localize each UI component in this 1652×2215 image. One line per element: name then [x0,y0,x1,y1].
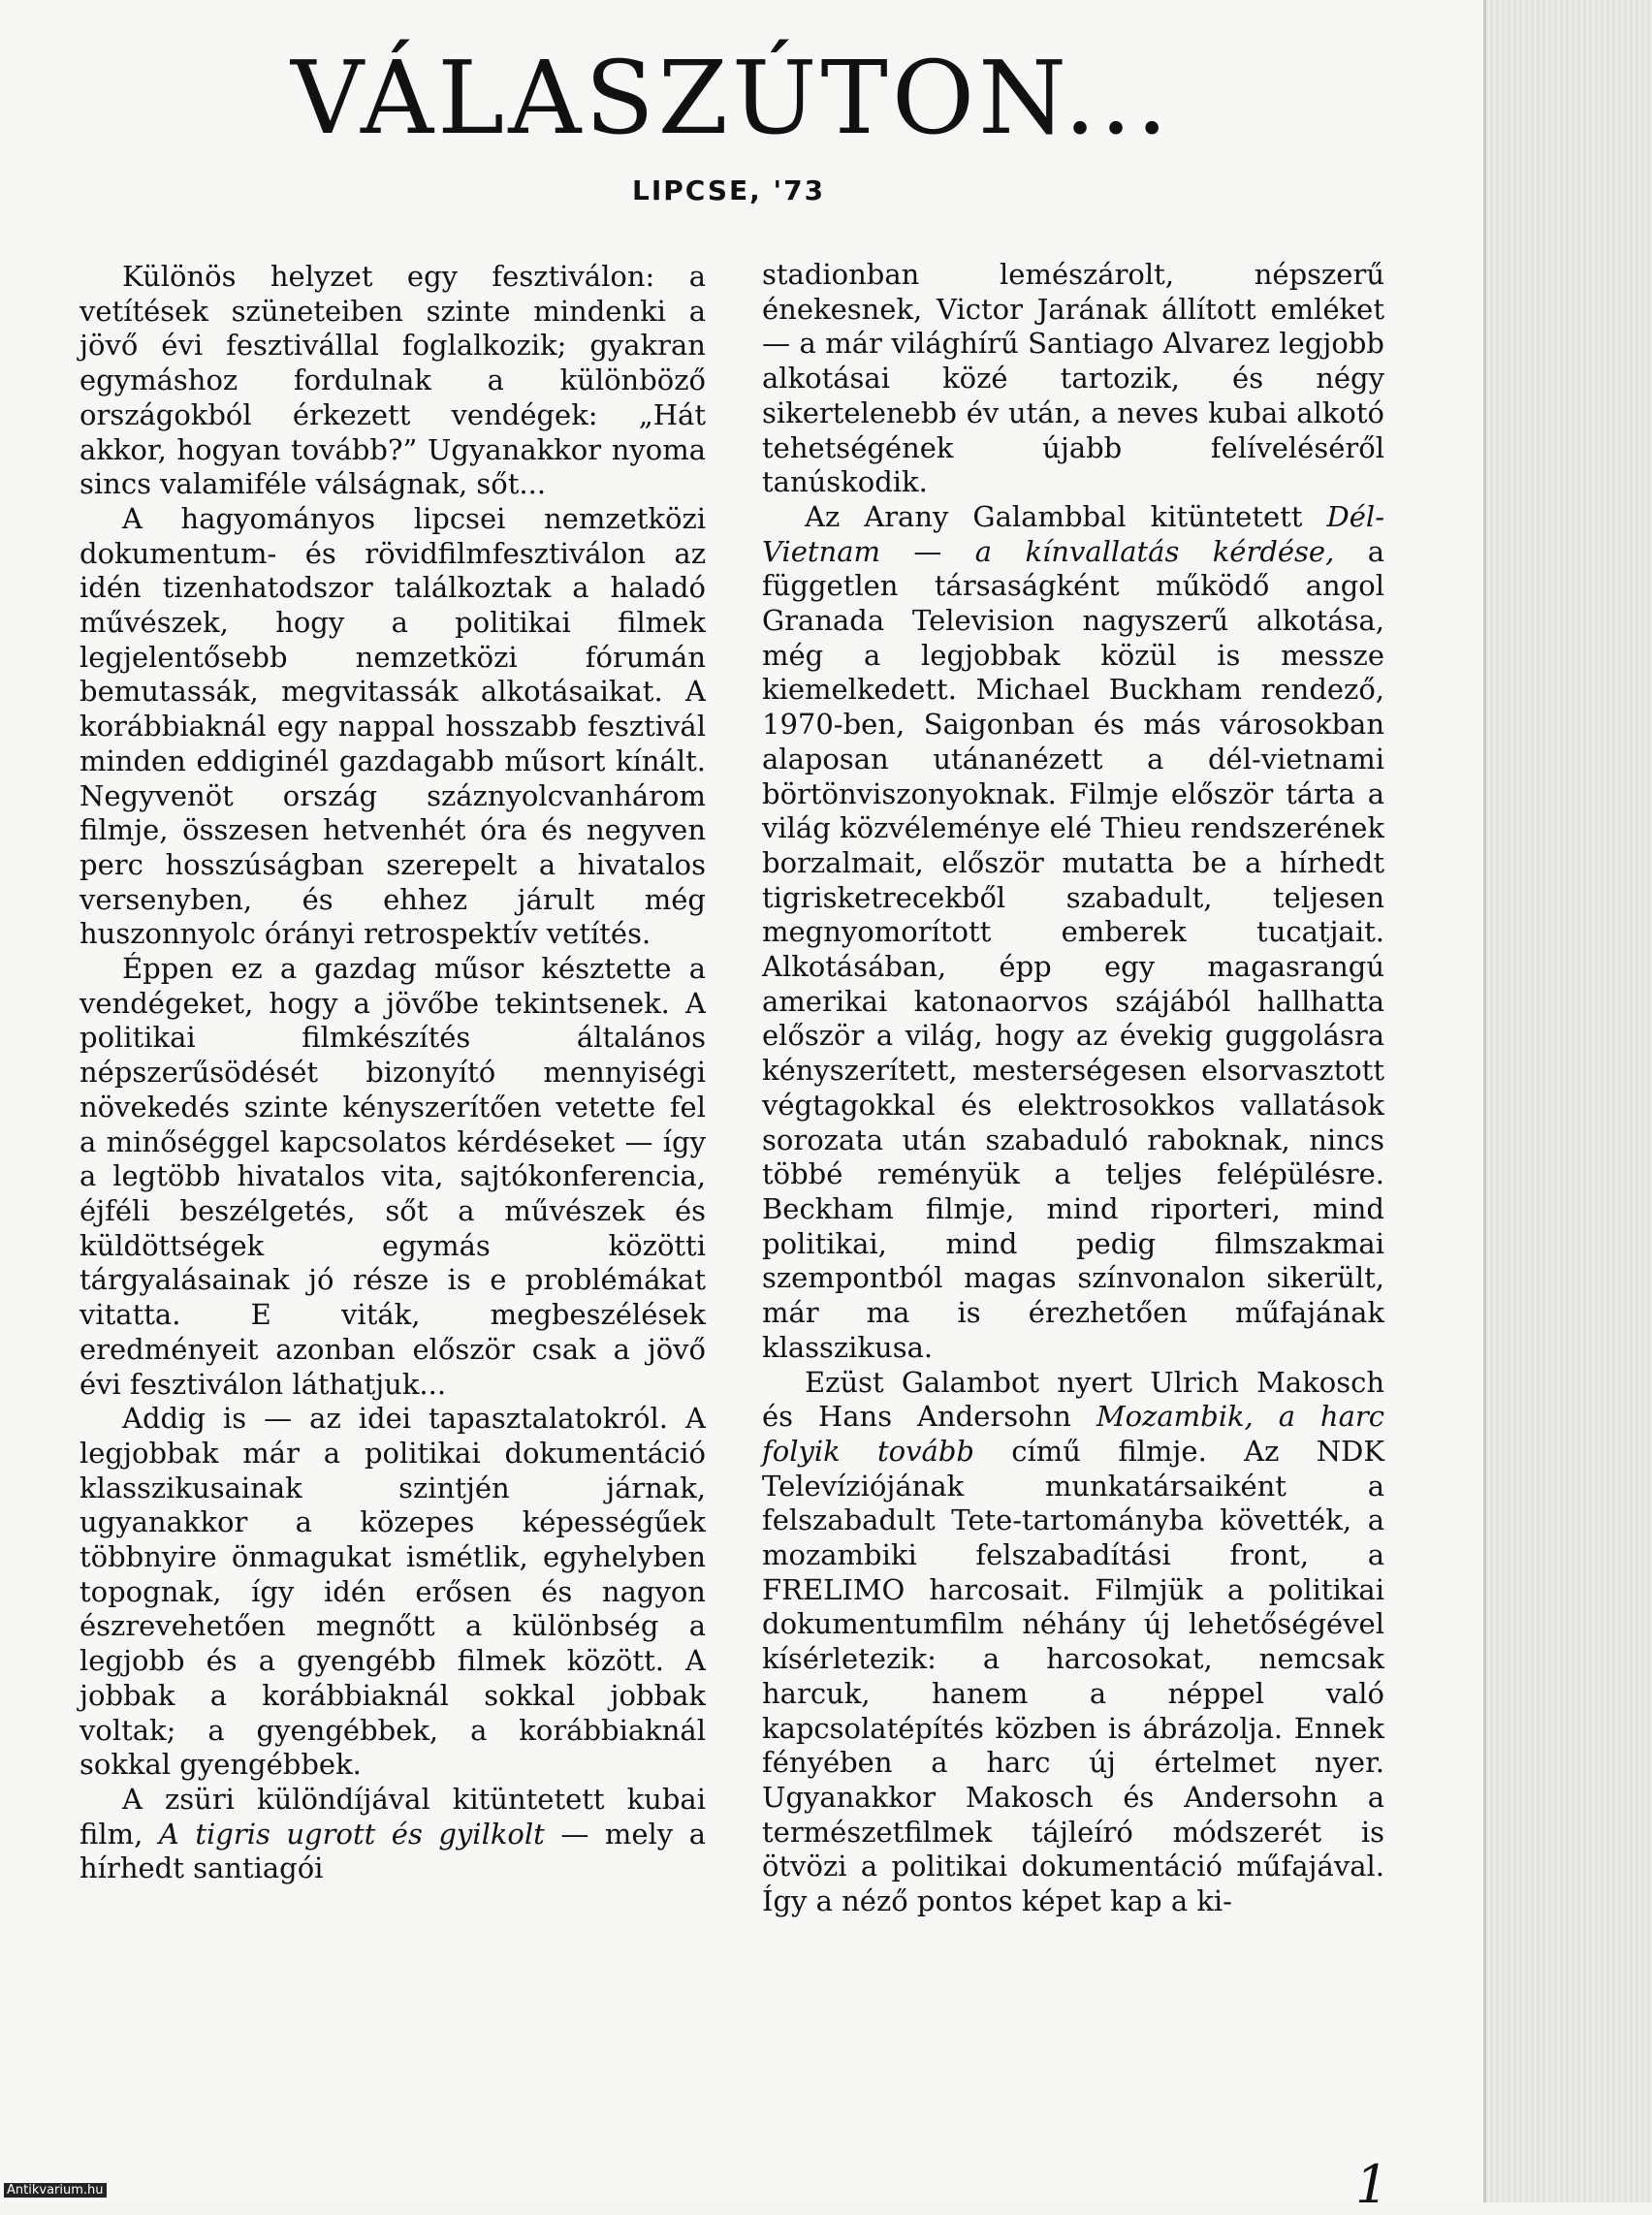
paragraph [79,1402,706,1783]
text-span: Addig is — az idei tapasztalatokról. A legjobbak már a politikai dokumentáció klasszikusainak szintjén járnak, ugyanakkor a közepes képességűek többnyire önmagukat ismétlik, egyhelyben topognak, így idén erősen és nagyon észrevehetően megnőtt a különbség a legjobb és a gyengébb filmek között. A jobbak a korábbiaknál sokkal jobbak voltak; a gyengébbek, a korábbiaknál sokkal gyengébbek. [79,1402,706,1782]
text-span: Ezüst Galambot nyert Ulrich Makosch és Hans Andersohn [762,1365,1384,1434]
paragraph [79,260,706,502]
italic-title-span: Mozambik, a harc folyik tovább [762,1400,1384,1468]
paragraph [762,258,1384,500]
paragraph [79,1783,706,1886]
right-column [762,258,1384,1919]
text-span: A zsüri különdíjával kitüntetett kubai film, [79,1782,706,1851]
watermark-text: Antikvarium.hu [4,2183,107,2198]
text-span: című filmje. Az NDK Televíziójának munkatársaiként a felszabadult Tete-tartományba követték, a mozambiki felszabadítási front, a FRELIMO harcosait. Filmjük a politikai dokumentumfilm néhány új lehetőségével kísérletezik: a harcosokat, nemcsak harcuk, hanem a néppel való kapcsolatépítés közben is ábrázolja. Ennek fényében a harc új értelmet nyer. Ugyanakkor Makosch és Andersohn a természetfilmek tájleíró módszerét is ötvözi a politikai dokumentáció műfajával. Így a néző pontos képet kap a ki- [762,1434,1384,1918]
text-span: Éppen ez a gazdag műsor késztette a vendégeket, hogy a jövőbe tekintsenek. A politikai filmkészítés általános népszerűsödését bizonyító mennyiségi növekedés szinte kényszerítően vetette fel a minőséggel kapcsolatos kérdéseket — így a legtöbb hivatalos vita, sajtókonferencia, éjféli beszélgetés, sőt a művészek és küldöttségek egymás közötti tárgyalásainak jó része is e problémákat vitatta. E viták, megbeszélések eredményeit azonban először csak a jövő évi fesztiválon láthatjuk... [79,952,706,1401]
text-span: stadionban lemészárolt, népszerű énekesnek, Victor Jarának állított emléket — a már világhírű Santiago Alvarez legjobb alkotásai közé tartozik, és négy sikertelenebb év után, a neves kubai alkotó tehetségének újabb felíveléséről tanúskodik. [762,258,1384,499]
article-subtitle: LIPCSE, '73 [632,174,826,206]
left-column [79,260,706,1886]
text-span: Különös helyzet egy fesztiválon: a vetítések szüneteiben szinte mindenki a jövő évi fesztivállal foglalkozik; gyakran egymáshoz fordulnak a különböző országokból érkezett vendégek: „Hát akkor, hogyan tovább?” Ugyanakkor nyoma sincs valamiféle válságnak, sőt... [79,260,706,501]
page-margin-strip [1483,0,1652,2202]
text-span: — mely a hírhedt santiagói [79,1817,707,1885]
article-title: VÁLASZÚTON... [291,39,1172,157]
italic-title-span: A tigris ugrott és gyilkolt [158,1817,545,1851]
text-span: a független társaságként működő angol Granada Television nagyszerű alkotása, még a legjobbak közül is messze kiemelkedett. Michael Buckham rendező, 1970-ben, Saigonban és más városokban alaposan utánanézett a dél-vietnami börtönviszonyoknak. Filmje először tárta a világ közvéleménye elé Thieu rendszerének borzalmait, először mutatta be a hírhedt tigrisketrecekből szabadult, teljesen megnyomorított emberek tucatjait. Alkotásában, épp egy magasrangú amerikai katonaorvos szájából hallhatta először a világ, hogy az évekig guggolásra kényszerített, mesterségesen elsorvasztott végtagokkal és elektrosokkos vallatások sorozata után szabaduló raboknak, nincs többé reményük a teljes felépülésre. Beckham filmje, mind riporteri, mind politikai, mind pedig filmszakmai szempontból magas színvonalon sikerült, már ma is érezhetően műfajának klasszikusa. [762,534,1384,1364]
paragraph [762,1366,1384,1919]
italic-title-span: Dél-Vietnam — a kínvallatás kérdése, [762,499,1384,568]
text-span: Az Arany Galambbal kitüntetett [805,499,1327,533]
paragraph [762,500,1384,1366]
paragraph [79,952,706,1402]
page-number: 1 [1355,2154,1389,2215]
text-span: A hagyományos lipcsei nemzetközi dokumentum- és rövidfilmfesztiválon az idén tizenhatodszor találkoztak a haladó művészek, hogy a politikai filmek legjelentősebb nemzetközi fórumán bemutassák, megvitassák alkotásaikat. A korábbiaknál egy nappal hosszabb fesztivál minden eddiginél gazdagabb műsort kínált. Negyvenöt ország száznyolcvanhárom filmje, összesen hetvenhét óra és negyven perc hosszúságban szerepelt a hivatalos versenyben, és ehhez járult még huszonnyolc órányi retrospektív vetítés. [79,501,706,951]
paragraph [79,502,706,952]
